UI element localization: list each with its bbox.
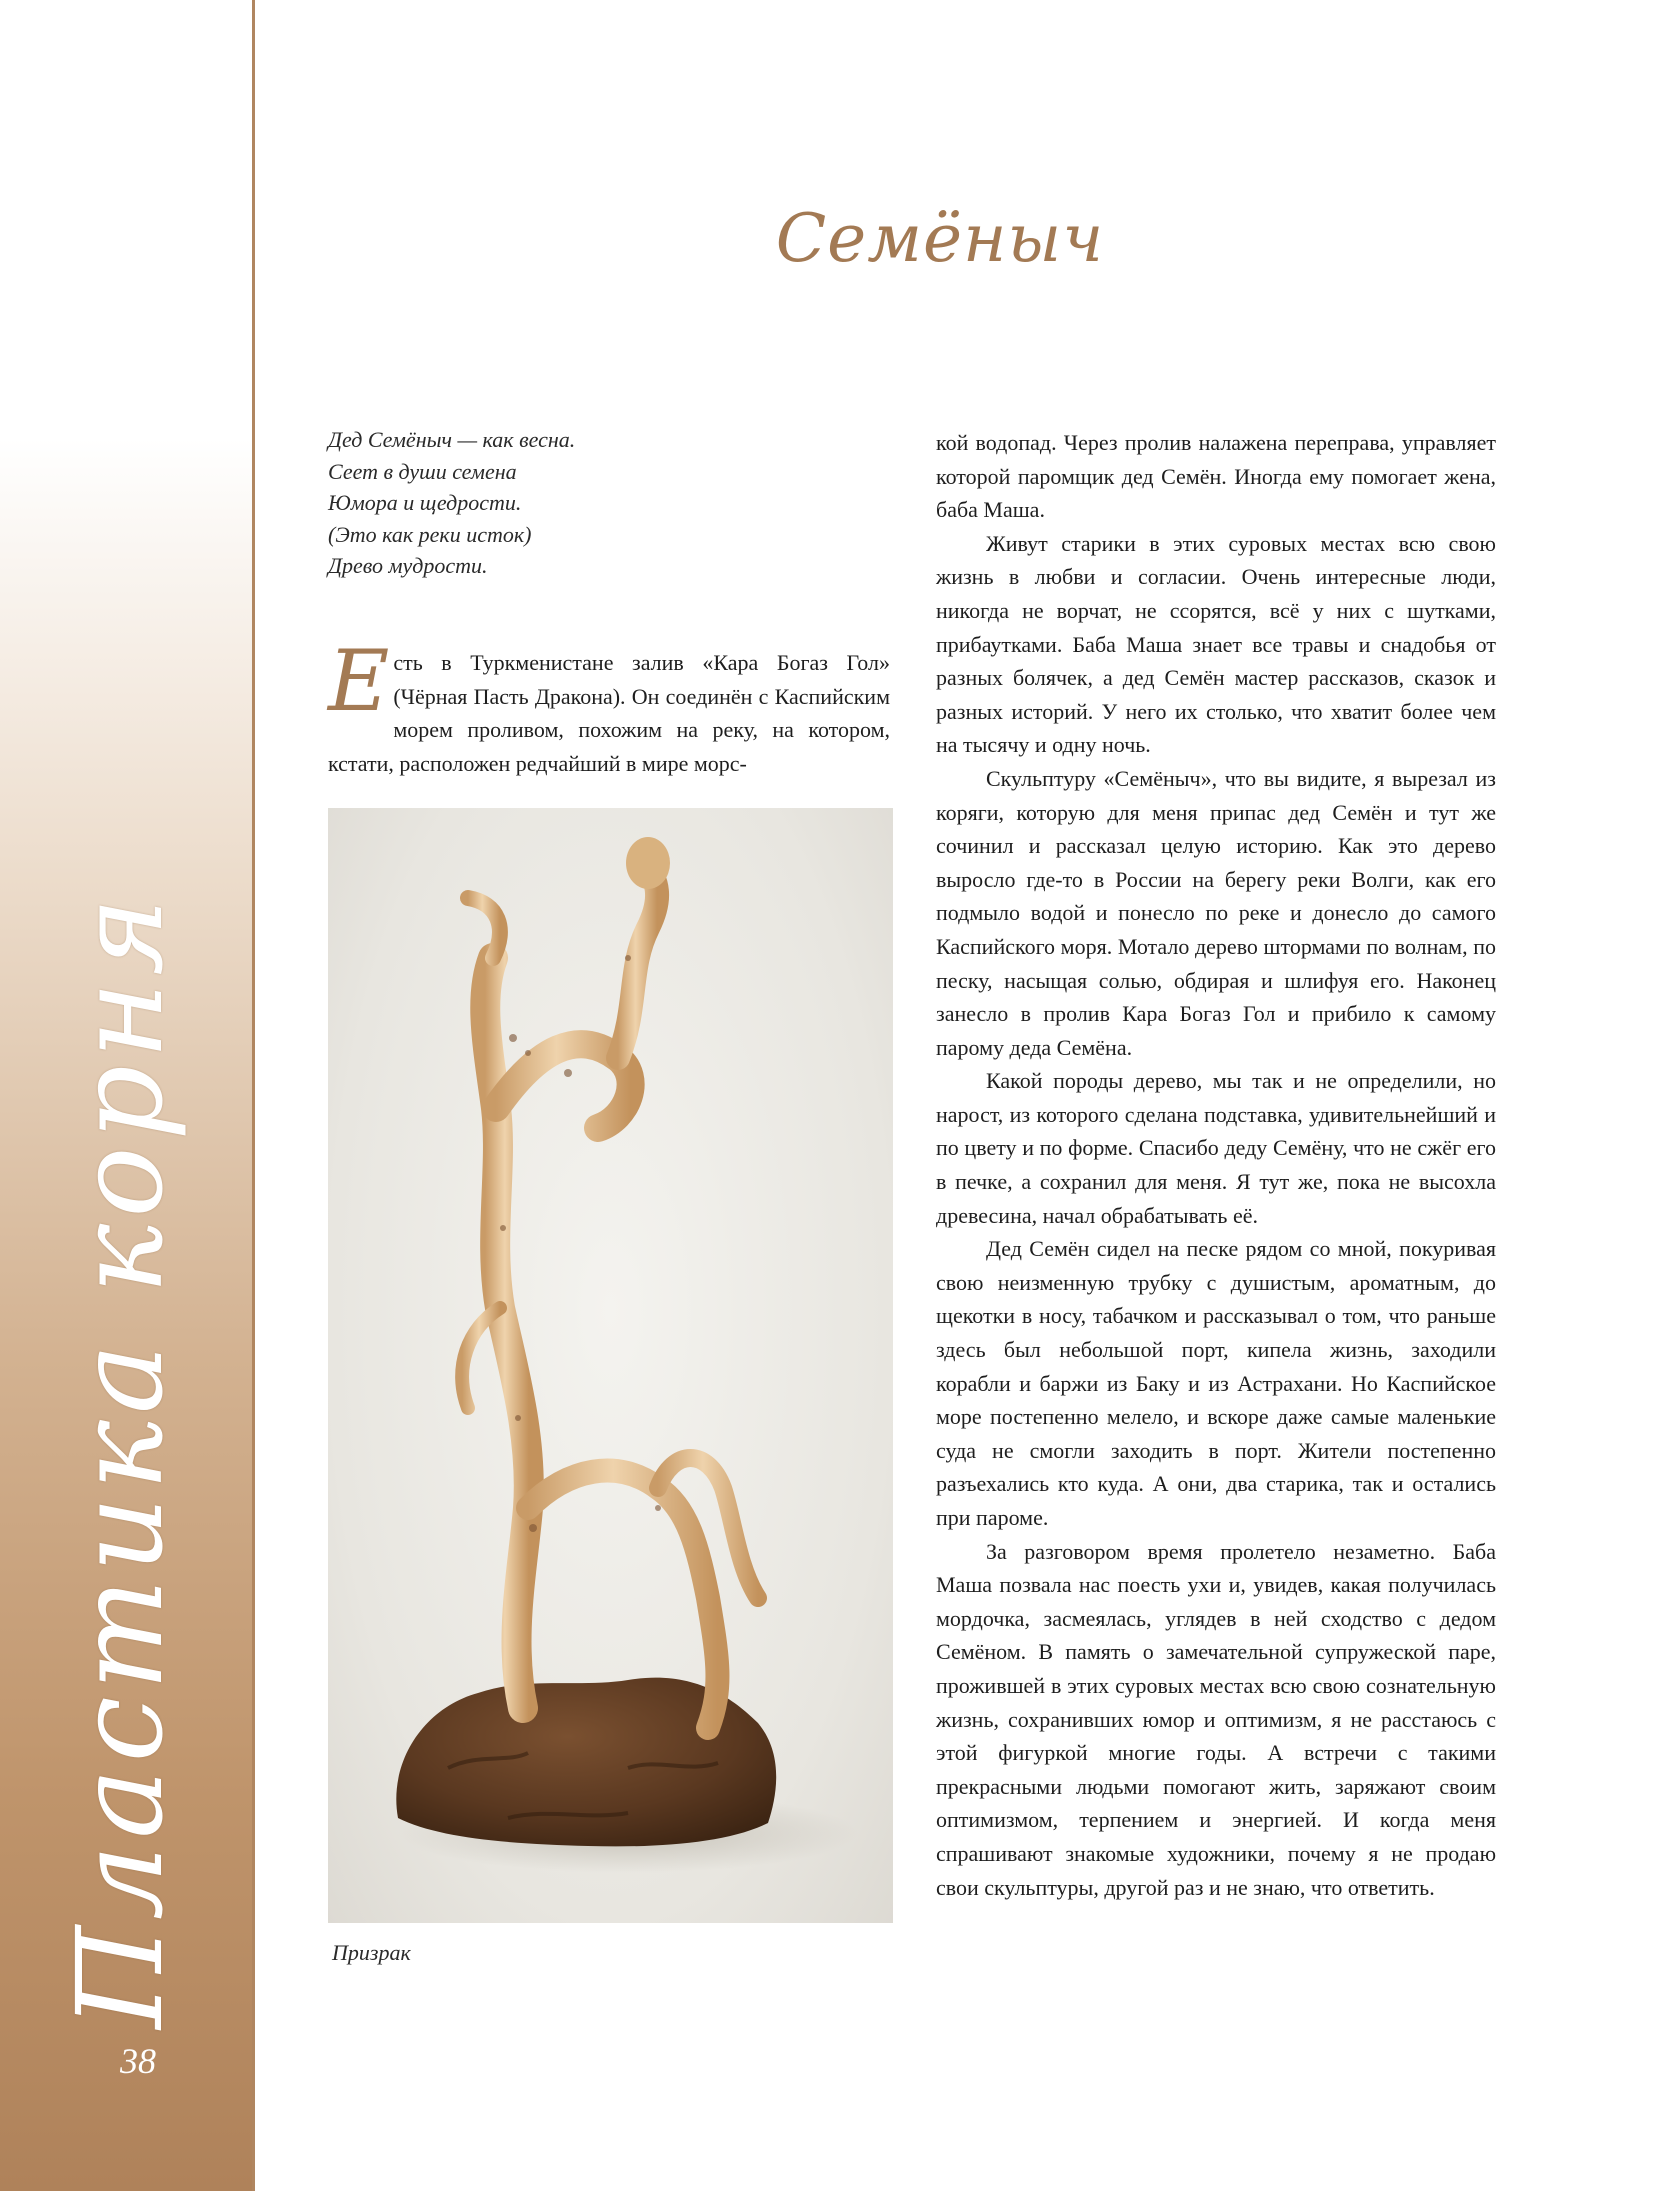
paragraph: Дед Семён сидел на песке рядом со мной, покуривая свою неизменную трубку с душистым, ароматным, до щекотки в носу, табачком и рассказывал о том, что раньше здесь был небольшой порт, кипела жизнь, заходили корабли и баржи из Баку и из Астрахани. Но Каспийское море постепенно мелело, и вскоре даже самые маленькие суда не смогли заходить в порт. Жители постепенно разъехались кто куда. А они, два старика, так и остались при пароме. (936, 1236, 1496, 1530)
chapter-title: Семёныч (775, 200, 1105, 277)
page-number: 38 (120, 2041, 156, 2081)
drop-cap: Е (328, 632, 390, 730)
head-knot (626, 837, 670, 889)
paragraph: кой водопад. Через пролив налажена переправа, управляет которой паромщик дед Семён. Иногда ему помогает жена, баба Маша. (936, 430, 1496, 523)
intro-text: сть в Туркменистане залив «Кара Богаз Гол» (Чёрная Пасть Дракона). Он соединён с Каспийским морем проливом, похожим на реку, на котором, кстати, расположен редчайший в мире морс- (328, 650, 890, 776)
poem-line: Сеет в души семена (328, 458, 517, 484)
poem-line: Дед Семёныч — как весна. (328, 427, 576, 452)
sculpture-photo (328, 808, 893, 1923)
section-vertical-title: Пластика корня (51, 891, 189, 2029)
right-column-text (936, 426, 1496, 1904)
paragraph: Живут старики в этих суровых местах всю свою жизнь в любви и согласии. Очень интересные люди, никогда не ворчат, не ссорятся, всё у них с шутками, прибаутками. Баба Маша знает все травы и снадобья от разных болячек, а дед Семён мастер рассказов, сказок и разных историй. У него их столько, что хватит более чем на тысячу и одну ночь. (936, 530, 1496, 758)
driftwood-sculpture-illustration (328, 808, 893, 1923)
intro-paragraph (328, 632, 890, 780)
paragraph: За разговором время пролетело незаметно. Баба Маша позвала нас поесть ухи и, увидев, какая получилась мордочка, засмеялась, углядев в ней сходство с дедом Семёном. В память о замечательной супружеской паре, прожившей в этих суровых местах всю свою сознательную жизнь, сохранивших юмор и оптимизм, я не расстаюсь с этой фигуркой многие годы. А встречи с такими прекрасными людьми помогают жить, заряжают своим оптимизмом, терпением и энергией. И когда меня спрашивают знакомые художники, почему я не продаю свои скульптуры, другой раз и не знаю, что ответить. (936, 1538, 1496, 1900)
poem-line: (Это как реки исток) (328, 521, 532, 547)
epigraph-poem (328, 424, 868, 582)
paragraph: Какой породы дерево, мы так и не определили, но нарост, из которого сделана подставка, удивительнейший и по цвету и по форме. Спасибо деду Семёну, что не сжёг его в печке, а сохранил для меня. Я тут же, пока не высохла древесина, начал обрабатывать её. (936, 1068, 1496, 1228)
photo-caption: Призрак (332, 1940, 411, 1965)
paragraph: Скульптуру «Семёныч», что вы видите, я вырезал из коряги, которую для меня припас дед Семён и тут же сочинил и рассказал целую историю. Как это дерево выросло где-то в России на берегу реки Волги, как его подмыло водой и понесло по реке и донесло до самого Каспийского моря. Мотало дерево штормами по волнам, по песку, насыщая солью, обдирая и шлифуя его. Наконец занесло в пролив Кара Богаз Гол и прибило к самому парому деда Семёна. (936, 765, 1496, 1060)
sidebar-divider (252, 0, 255, 2191)
poem-line: Древо мудрости. (328, 553, 488, 578)
poem-line: Юмора и щедрости. (328, 490, 522, 515)
head-neck (618, 863, 657, 1058)
